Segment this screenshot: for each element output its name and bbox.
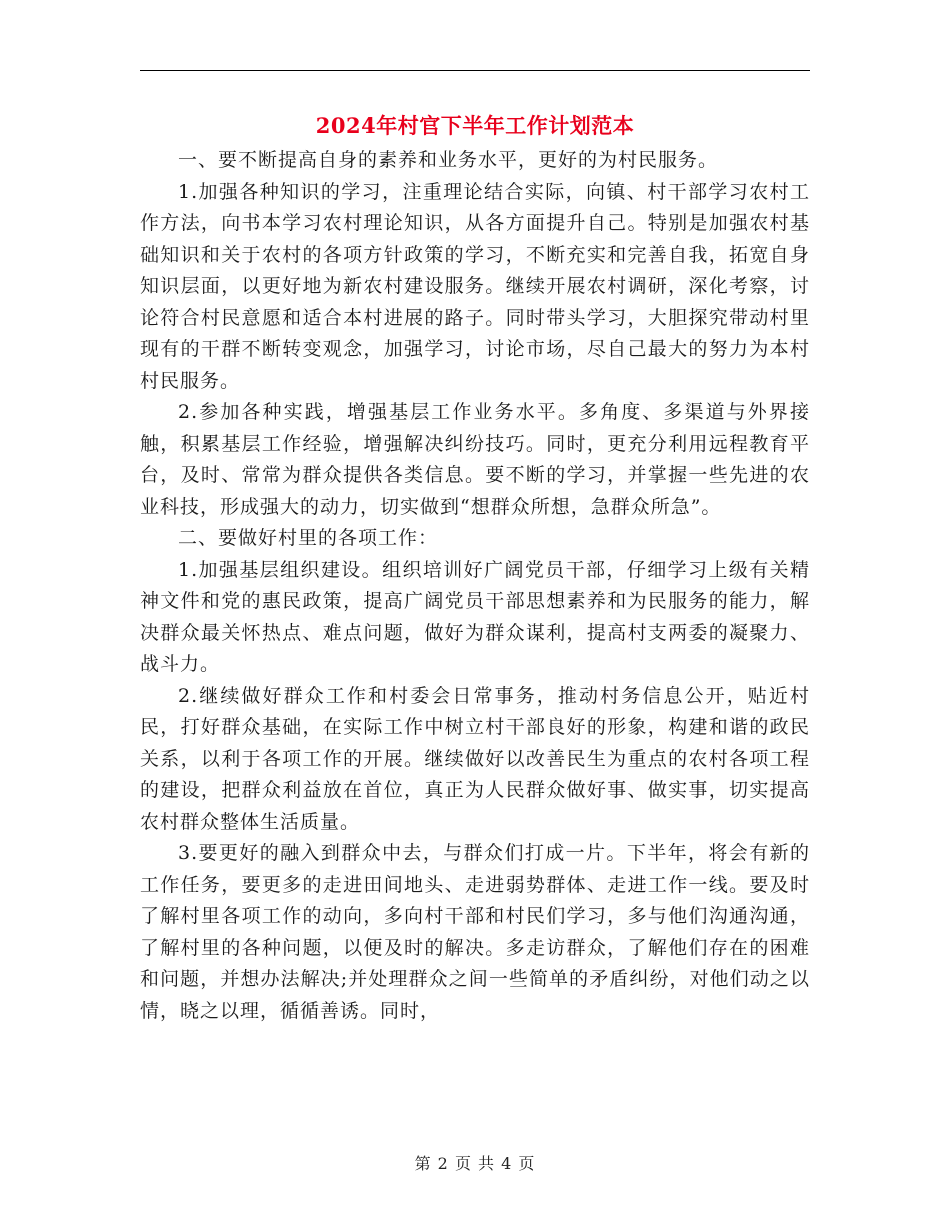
paragraph-2-2: 2.继续做好群众工作和村委会日常事务，推动村务信息公开，贴近村民，打好群众基础，在实际工作中树立村干部良好的形象，构建和谐的政民关系，以利于各项工作的开展。继续做好以改善民生为重点的农村各项工程的建设，把群众利益放在首位，真正为人民群众做好事、做实事，切实提高农村群众整体生活质量。 [140,684,810,833]
paragraph-1-1: 1.加强各种知识的学习，注重理论结合实际，向镇、村干部学习农村工作方法，向书本学习农村理论知识，从各方面提升自己。特别是加强农村基础知识和关于农村的各项方针政策的学习，不断充实和完善自我，拓宽自身知识层面，以更好地为新农村建设服务。继续开展农村调研，深化考察，讨论符合村民意愿和适合本村进展的路子。同时带头学习，大胆探究带动村里现有的干群不断转变观念，加强学习，讨论市场，尽自己最大的努力为本村村民服务。 [140,180,810,392]
page-number: 第 2 页 共 4 页 [414,1154,536,1173]
paragraph-2-3: 3.要更好的融入到群众中去，与群众们打成一片。下半年，将会有新的工作任务，要更多的走进田间地头、走进弱势群体、走进工作一线。要及时了解村里各项工作的动向，多向村干部和村民们学习，多与他们沟通沟通，了解村里的各种问题，以便及时的解决。多走访群众，了解他们存在的困难和问题，并想办法解决;并处理群众之间一些简单的矛盾纠纷，对他们动之以情，晓之以理，循循善诱。同时， [140,842,810,1022]
section-heading-2: 二、要做好村里的各项工作： [178,527,439,549]
section-heading-1: 一、要不断提高自身的素养和业务水平，更好的为村民服务。 [178,149,719,171]
document-title: 2024年村官下半年工作计划范本 [315,113,635,138]
document-body [140,145,810,1027]
header-rule [140,70,810,71]
paragraph-1-2: 2.参加各种实践，增强基层工作业务水平。多角度、多渠道与外界接触，积累基层工作经验，增强解决纠纷技巧。同时，更充分利用远程教育平台，及时、常常为群众提供各类信息。要不断的学习，并掌握一些先进的农业科技，形成强大的动力，切实做到“想群众所想，急群众所急”。 [140,401,810,518]
paragraph-2-1: 1.加强基层组织建设。组织培训好广阔党员干部，仔细学习上级有关精神文件和党的惠民政策，提高广阔党员干部思想素养和为民服务的能力，解决群众最关怀热点、难点问题，做好为群众谋利，提高村支两委的凝聚力、战斗力。 [140,558,810,675]
